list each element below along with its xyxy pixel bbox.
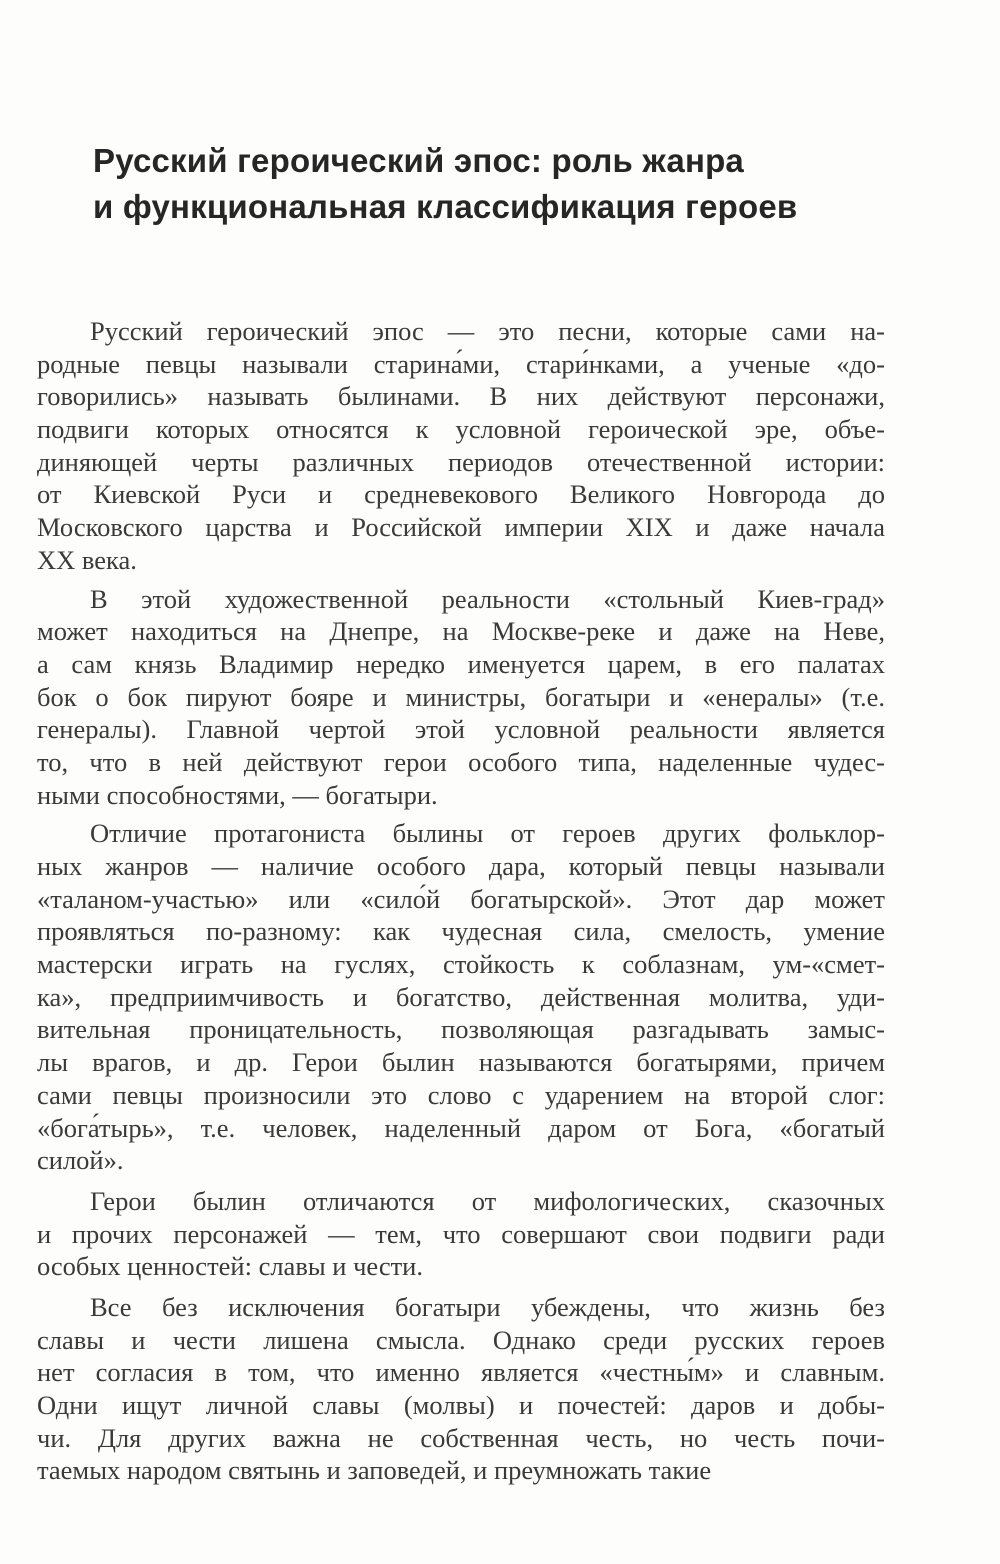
text-line: Все без исключения богатыри убеждены, что жизнь без (90, 1291, 885, 1322)
text-line: силой». (37, 1145, 124, 1176)
text-line: «бога́тырь», т.е. человек, наделенный даром от Бога, «богатый (37, 1112, 885, 1143)
text-line: В этой художественной реальности «стольный Киев-град» (90, 583, 885, 614)
text-line: лы врагов, и др. Герои былин называются богатырями, причем (37, 1047, 885, 1078)
text-line: сами певцы произносили это слово с ударением на второй слог: (37, 1079, 885, 1110)
text-line: ных жанров — наличие особого дара, который певцы называли (37, 851, 885, 881)
text-line: славы и чести лишена смысла. Однако среди русских героев (37, 1324, 885, 1355)
text-line: а сам князь Владимир нередко именуется царем, в его палатах (37, 648, 885, 679)
paragraph (37, 583, 885, 812)
text-line: «таланом-участью» или «сило́й богатырской». Этот дар может (37, 883, 885, 914)
text-line: Одни ищут личной славы (молвы) и почестей: даров и добы- (37, 1390, 885, 1420)
text-line: диняющей черты различных периодов отечественной истории: (37, 446, 885, 477)
text-line: и прочих персонажей — тем, что совершают свои подвиги ради (37, 1218, 885, 1249)
text-line: генералы). Главной чертой этой условной реальности является (37, 714, 885, 745)
text-line: таемых народом святынь и заповедей, и преумножать такие (37, 1455, 712, 1486)
text-line: бок о бок пируют бояре и министры, богатыри и «енералы» (т.е. (37, 681, 885, 712)
text-line: ными способностями, — богатыри. (37, 779, 438, 810)
paragraph (37, 315, 885, 577)
text-line: подвиги которых относятся к условной героической эре, объе- (37, 414, 885, 445)
paragraph (37, 1185, 885, 1283)
text-line: Герои былин отличаются от мифологических, сказочных (90, 1185, 885, 1216)
heading-line-2: и функциональная классификация героев (93, 188, 798, 225)
text-line: вительная проницательность, позволяющая разгадывать замыс- (37, 1014, 885, 1045)
text-line: ка», предприимчивость и богатство, действенная молитва, уди- (37, 981, 885, 1012)
text-line: говорились» называть былинами. В них действуют персонажи, (37, 381, 885, 412)
text-line: Отличие протагониста былины от героев других фольклор- (90, 818, 885, 849)
text-line: XX века. (37, 544, 137, 575)
text-line: чи. Для других важна не собственная честь, но честь почи- (37, 1422, 885, 1453)
text-line: мастерски играть на гуслях, стойкость к соблазнам, ум-«смет- (37, 949, 885, 980)
paragraph-gap (37, 1283, 885, 1291)
text-line: нет согласия в том, что именно является «честны́м» и славным. (37, 1357, 885, 1388)
text-line: родные певцы называли старина́ми, стари́нками, а ученые «до- (37, 348, 885, 379)
text-line: то, что в ней действуют герои особого типа, наделенные чудес- (37, 746, 885, 777)
text-line: Московского царства и Российской империи XIX и даже начала (37, 512, 885, 543)
paragraph (37, 1291, 885, 1487)
text-line: проявляться по-разному: как чудесная сила, смелость, умение (37, 916, 885, 947)
text-line: может находиться на Днепре, на Москве-реке и даже на Неве, (37, 616, 885, 647)
text-line: Русский героический эпос — это песни, которые сами на- (90, 316, 885, 346)
body-text (37, 315, 885, 1487)
chapter-heading (93, 138, 893, 230)
text-line: от Киевской Руси и средневекового Великого Новгорода до (37, 479, 885, 510)
heading-line-1: Русский героический эпос: роль жанра (93, 142, 744, 179)
text-line: особых ценностей: славы и чести. (37, 1251, 423, 1282)
paragraph (37, 817, 885, 1177)
paragraph-gap (37, 1177, 885, 1185)
